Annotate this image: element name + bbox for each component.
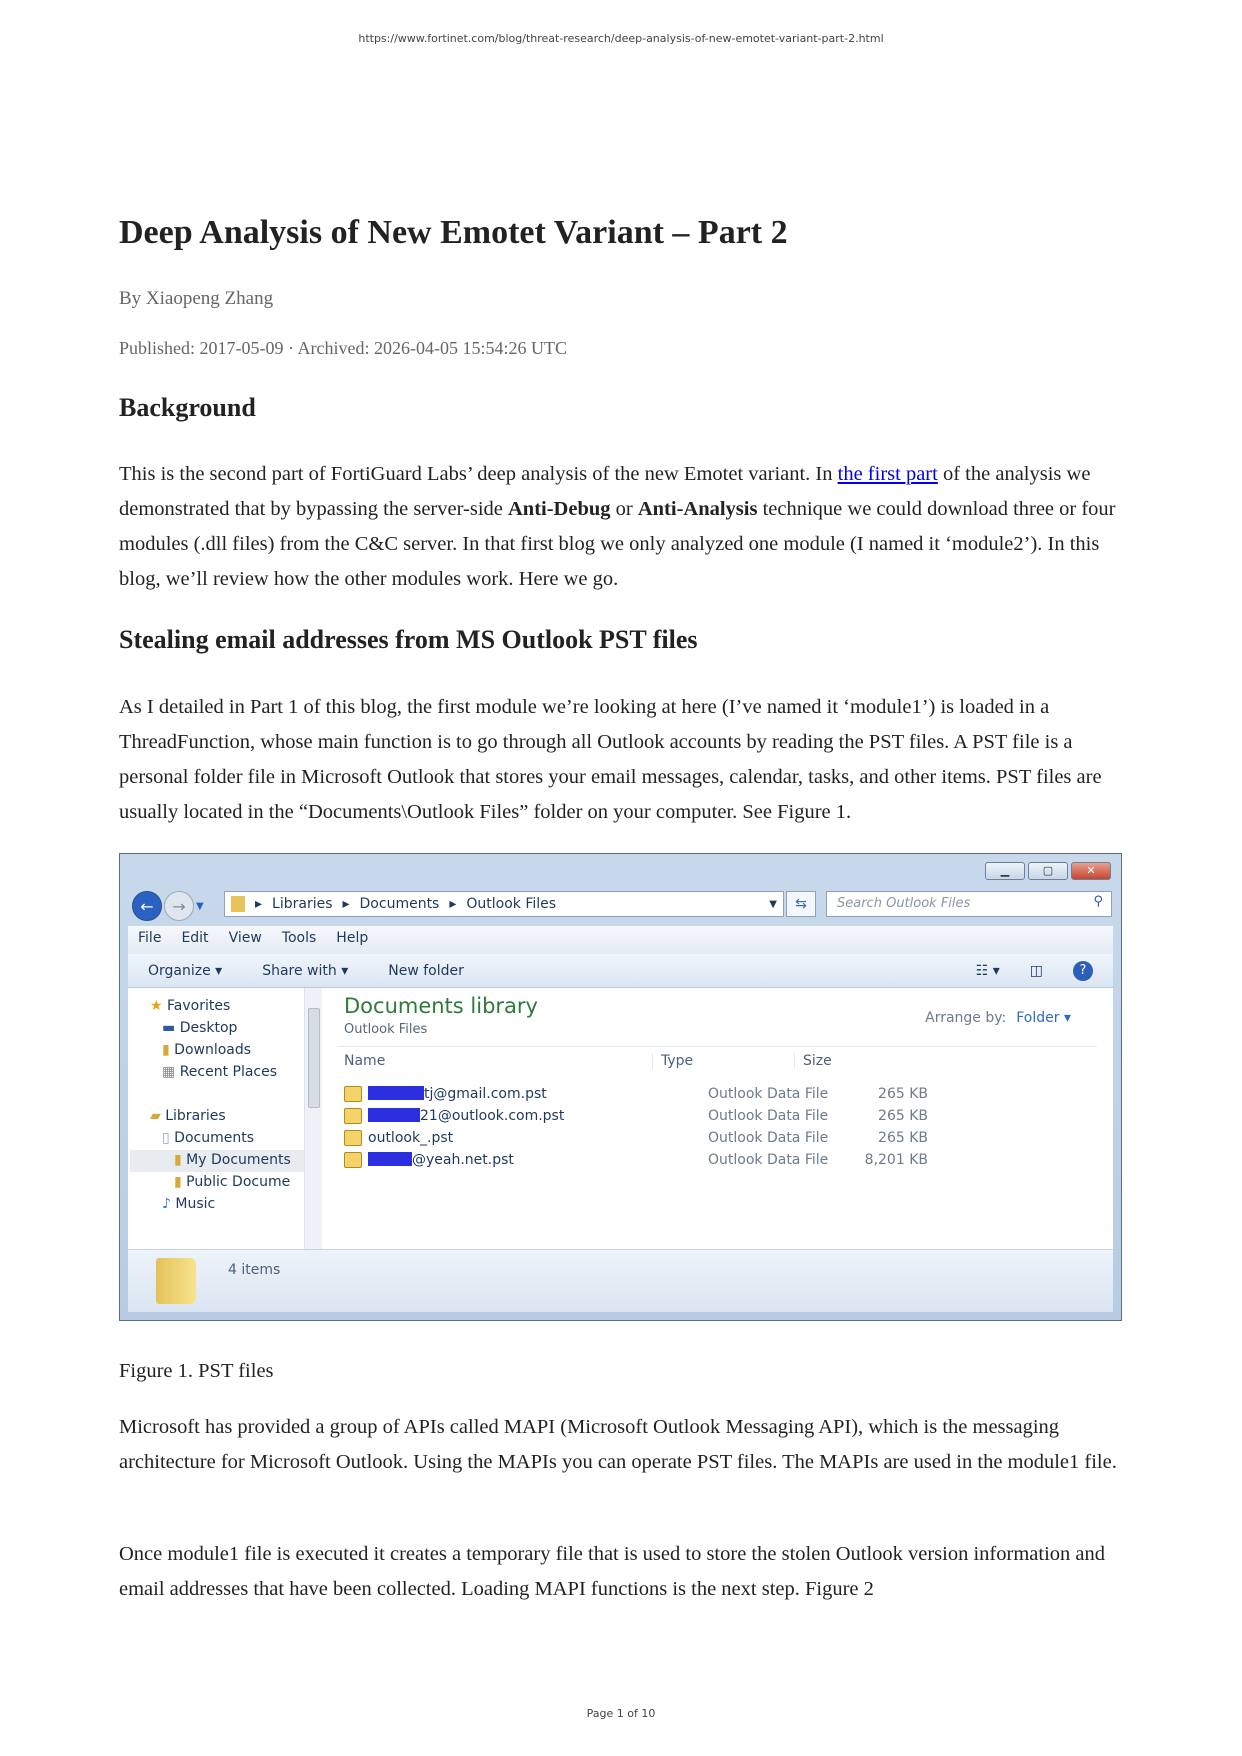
- byline: By Xiaopeng Zhang: [119, 288, 274, 309]
- file-size: 8,201 KB: [864, 1152, 928, 1168]
- nav-buttons: [132, 891, 204, 921]
- folder-icon: ▮: [174, 1152, 182, 1168]
- nav-favorites[interactable]: [150, 998, 230, 1014]
- refresh-icon[interactable]: ⇆: [786, 891, 816, 917]
- share-with-button[interactable]: Share with ▾: [262, 962, 349, 979]
- label: Downloads: [174, 1042, 252, 1058]
- paragraph: [119, 457, 1122, 597]
- document-icon: ▯: [162, 1130, 170, 1146]
- recent-dropdown-icon[interactable]: ▼: [196, 900, 204, 912]
- pst-file-icon: [344, 1108, 362, 1124]
- file-type: Outlook Data File: [708, 1086, 829, 1102]
- menu-bar: [128, 926, 1113, 954]
- label: Public Docume: [186, 1174, 291, 1190]
- view-options-icon[interactable]: ☷ ▾: [975, 962, 1000, 979]
- explorer-body: [128, 988, 1113, 1249]
- section-heading: Background: [119, 393, 256, 422]
- redaction: [368, 1152, 412, 1166]
- search-icon[interactable]: ⚲: [1093, 894, 1103, 909]
- nav-public-documents[interactable]: [174, 1174, 304, 1190]
- library-subtitle: Outlook Files: [344, 1022, 428, 1037]
- recent-places-icon: ▦: [162, 1064, 176, 1080]
- back-arrow-icon[interactable]: ←: [132, 891, 162, 921]
- help-icon[interactable]: ?: [1073, 961, 1093, 981]
- preview-pane-icon[interactable]: ◫: [1029, 962, 1043, 979]
- breadcrumb-item[interactable]: Documents: [359, 896, 440, 912]
- label: Recent Places: [179, 1064, 278, 1080]
- file-type: Outlook Data File: [708, 1152, 829, 1168]
- file-name: @yeah.net.pst: [412, 1152, 514, 1168]
- redaction: [368, 1086, 424, 1100]
- text: technique we could download three or four modules (.dll files) from the C&C server. In that first blog we only analyzed one module (I named it ‘module2’). In this blog, we’ll review how the other modules work. Here we go.: [119, 498, 1116, 590]
- navigation-pane: [128, 988, 304, 1249]
- music-icon: ♪: [162, 1196, 171, 1212]
- nav-libraries[interactable]: [150, 1108, 226, 1124]
- file-row[interactable]: [344, 1130, 928, 1146]
- explorer-window-figure: [119, 853, 1122, 1321]
- label: Music: [175, 1196, 216, 1212]
- file-list-pane: [322, 988, 1113, 1249]
- close-icon[interactable]: ✕: [1071, 862, 1111, 880]
- label: Libraries: [165, 1108, 226, 1124]
- label: My Documents: [186, 1152, 291, 1168]
- nav-scrollbar[interactable]: [304, 988, 322, 1249]
- page-url: https://www.fortinet.com/blog/threat-research/deep-analysis-of-new-emotet-variant-part-2.html: [358, 32, 884, 45]
- menu-edit[interactable]: Edit: [181, 930, 209, 946]
- column-headers: [338, 1046, 1097, 1072]
- breadcrumb-item[interactable]: Libraries: [272, 896, 333, 912]
- nav-downloads[interactable]: [162, 1042, 251, 1058]
- paragraph: Once module1 file is executed it creates a temporary file that is used to store the stolen Outlook version information and email addresses that have been collected. Loading MAPI functions is the next step. Figure 2: [119, 1543, 1105, 1600]
- arrange-by: [925, 1010, 1071, 1026]
- label: Documents: [174, 1130, 254, 1146]
- label: Favorites: [167, 998, 231, 1014]
- menu-help[interactable]: Help: [336, 930, 369, 946]
- file-name: tj@gmail.com.pst: [424, 1086, 547, 1102]
- page-title: Deep Analysis of New Emotet Variant – Part 2: [119, 214, 788, 251]
- folder-icon: [231, 896, 245, 912]
- menu-view[interactable]: View: [228, 930, 262, 946]
- column-name[interactable]: Name: [344, 1053, 386, 1069]
- file-row[interactable]: [344, 1152, 928, 1168]
- column-type[interactable]: Type: [652, 1053, 693, 1069]
- file-name: 21@outlook.com.pst: [420, 1108, 565, 1124]
- maximize-icon[interactable]: ▢: [1028, 862, 1068, 880]
- text: of the analysis we demonstrated that by bypassing the server-side: [119, 463, 1091, 520]
- menu-file[interactable]: File: [138, 930, 162, 946]
- nav-my-documents[interactable]: [130, 1150, 304, 1172]
- new-folder-button[interactable]: New folder: [388, 962, 464, 979]
- first-part-link[interactable]: the first part: [837, 463, 938, 485]
- pst-file-icon: [344, 1130, 362, 1146]
- chevron-down-icon[interactable]: ▼: [769, 898, 777, 910]
- arrange-dropdown[interactable]: Folder ▾: [1016, 1010, 1071, 1026]
- downloads-icon: ▮: [162, 1042, 170, 1058]
- forward-arrow-icon[interactable]: →: [164, 891, 194, 921]
- file-type: Outlook Data File: [708, 1130, 829, 1146]
- folder-icon: ▮: [174, 1174, 182, 1190]
- scrollbar-thumb[interactable]: [308, 1008, 320, 1108]
- star-icon: ★: [150, 998, 163, 1014]
- pst-file-icon: [344, 1086, 362, 1102]
- file-size: 265 KB: [878, 1108, 928, 1124]
- nav-music[interactable]: [162, 1196, 215, 1212]
- figure-caption: Figure 1. PST files: [119, 1360, 274, 1382]
- file-row[interactable]: [344, 1108, 928, 1124]
- minimize-icon[interactable]: ▁: [985, 862, 1025, 880]
- folder-icon: [156, 1258, 196, 1304]
- organize-button[interactable]: Organize ▾: [148, 962, 223, 979]
- libraries-icon: ▰: [150, 1108, 161, 1124]
- file-row[interactable]: [344, 1086, 928, 1102]
- file-name: outlook_.pst: [368, 1130, 454, 1146]
- file-size: 265 KB: [878, 1130, 928, 1146]
- search-placeholder: Search Outlook Files: [837, 896, 971, 911]
- nav-recent-places[interactable]: [162, 1064, 277, 1080]
- text: This is the second part of FortiGuard Labs’ deep analysis of the new Emotet variant. In: [119, 463, 838, 485]
- paragraph: Microsoft has provided a group of APIs called MAPI (Microsoft Outlook Messaging API), which is the messaging architecture for Microsoft Outlook. Using the MAPIs you can operate PST files. The MAPIs are used in the module1 file.: [119, 1416, 1117, 1473]
- page-number: Page 1 of 10: [586, 1707, 656, 1720]
- chevron-right-icon: ▸: [449, 896, 457, 912]
- arrange-label: Arrange by:: [925, 1010, 1007, 1026]
- chevron-right-icon: ▸: [342, 896, 350, 912]
- nav-documents[interactable]: [162, 1130, 254, 1146]
- publish-date: Published: 2017-05-09 · Archived: 2026-04-05 15:54:26 UTC: [119, 338, 567, 358]
- library-title: Documents library: [344, 994, 538, 1018]
- chevron-right-icon: ▸: [255, 896, 263, 912]
- column-size[interactable]: Size: [794, 1053, 832, 1069]
- file-type: Outlook Data File: [708, 1108, 829, 1124]
- address-bar[interactable]: [224, 891, 784, 917]
- paragraph: As I detailed in Part 1 of this blog, the first module we’re looking at here (I’ve named it ‘module1’) is loaded in a ThreadFunction, whose main function is to go through all Outlook accounts by reading the PST files. A PST file is a personal folder file in Microsoft Outlook that stores your email messages, calendar, tasks, and other items. PST files are usually located in the “Documents\Outlook Files” folder on your computer. See Figure 1.: [119, 696, 1102, 823]
- section-heading: Stealing email addresses from MS Outlook PST files: [119, 625, 698, 654]
- menu-tools[interactable]: Tools: [281, 930, 317, 946]
- nav-desktop[interactable]: [162, 1020, 237, 1036]
- command-bar: [128, 954, 1113, 988]
- item-count: 4 items: [228, 1262, 281, 1278]
- window-controls: [985, 862, 1111, 880]
- details-pane: [128, 1249, 1113, 1312]
- breadcrumb-item[interactable]: Outlook Files: [466, 896, 557, 912]
- search-input[interactable]: [826, 891, 1112, 917]
- text: Anti-Analysis: [637, 498, 758, 520]
- file-size: 265 KB: [878, 1086, 928, 1102]
- redaction: [368, 1108, 420, 1122]
- text: Anti-Debug: [508, 498, 611, 520]
- label: Desktop: [179, 1020, 238, 1036]
- pst-file-icon: [344, 1152, 362, 1168]
- desktop-icon: ▬: [162, 1020, 176, 1036]
- text: or: [610, 498, 638, 520]
